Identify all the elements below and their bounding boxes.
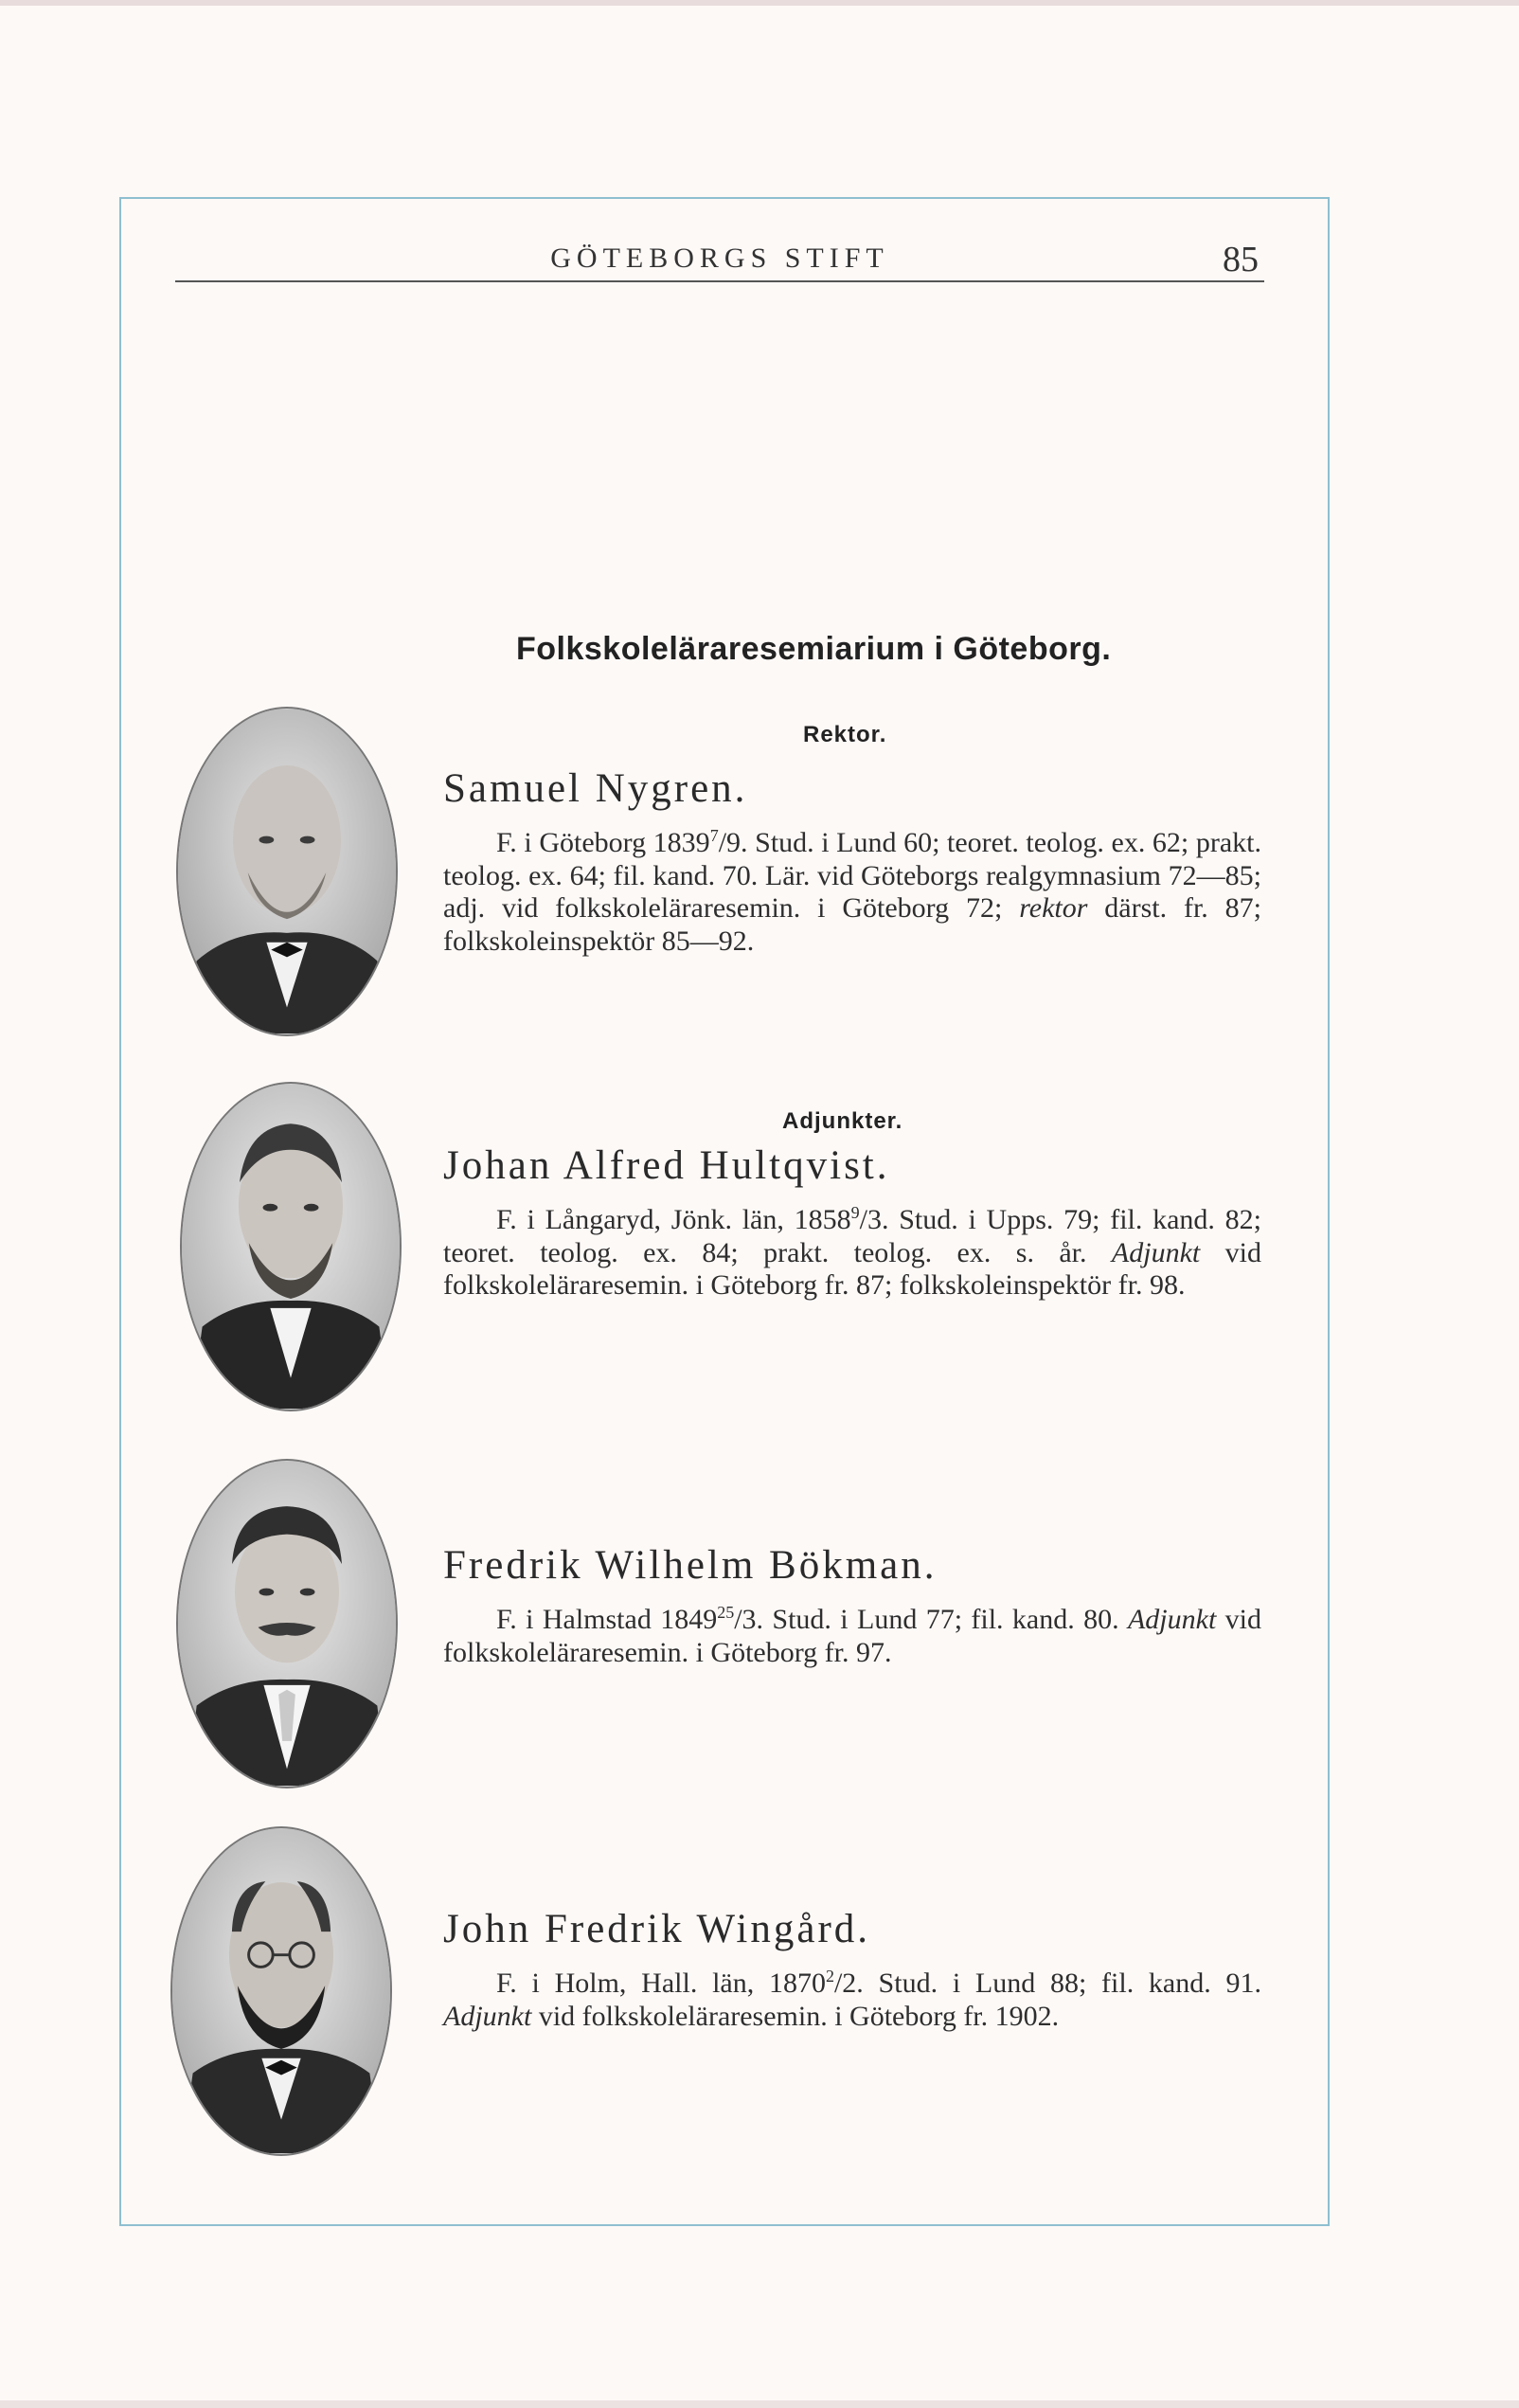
entry-name: Samuel Nygren. <box>443 766 748 811</box>
bio-text: F. i Halmstad 1849 <box>496 1604 718 1635</box>
running-title: GÖTEBORGS STIFT <box>550 243 889 274</box>
running-head <box>175 239 1264 282</box>
bio-date-sup: 9 <box>850 1203 860 1222</box>
portrait-bearded-man-image <box>182 1084 400 1410</box>
entry-samuel-nygren <box>443 765 1261 958</box>
portrait-bald-bearded-man-icon <box>176 707 398 1036</box>
entry-name: Fredrik Wilhelm Bökman. <box>443 1543 938 1588</box>
bio-text: F. i Göteborg 1839 <box>496 827 710 858</box>
portrait-man-with-glasses-image <box>172 1828 390 2154</box>
portrait-mustached-man-icon <box>176 1459 398 1788</box>
bio-date-rest: /2. <box>833 1968 864 1999</box>
bio-text: Stud. i Lund 60; teoret. teolog. ex. 62; prakt. teolog. ex. 64; fil. kand. 70. Lär. vid Göteborgs realgymnasium 72—85; adj. vid folkskoleläraresemin. i Göteborg 72; <box>443 827 1261 924</box>
entry-bio <box>443 1604 1261 1669</box>
entry-name: John Fredrik Wingård. <box>443 1907 871 1951</box>
entry-bio <box>443 827 1261 958</box>
bio-role: Adjunkt <box>1127 1604 1217 1635</box>
page-edge-top <box>0 0 1519 6</box>
bio-date-sup: 7 <box>709 826 719 845</box>
bio-date-rest: /3. <box>734 1604 764 1635</box>
portrait-bald-bearded-man-image <box>178 709 396 1034</box>
portrait-mustached-man-image <box>178 1461 396 1787</box>
bio-role: rektor <box>1019 892 1088 924</box>
entry-bio <box>443 1204 1261 1303</box>
bio-text: F. i Holm, Hall. län, 1870 <box>496 1968 826 1999</box>
adjunkter-heading: Adjunkter. <box>782 1108 903 1134</box>
portrait-man-with-glasses-icon <box>170 1826 392 2156</box>
entry-fredrik-wilhelm-bokman <box>443 1542 1261 1669</box>
bio-role: Adjunkt <box>443 2000 532 2032</box>
bio-text: vid folkskoleläraresemin. i Göteborg fr. 1902. <box>531 2000 1060 2032</box>
bio-text: Stud. i Lund 77; fil. kand. 80. <box>763 1604 1128 1635</box>
page-number: 85 <box>1223 240 1259 279</box>
bio-text: F. i Långaryd, Jönk. län, 1858 <box>496 1204 851 1235</box>
bio-date-sup: 25 <box>717 1603 735 1622</box>
bio-text: Stud. i Upps. 79; fil. kand. 82; teoret. teolog. ex. 84; prakt. teolog. ex. s. år. <box>443 1204 1261 1268</box>
bio-text: vid folkskoleläraresemin. i Göteborg fr. 87; folkskoleinspektör fr. 98. <box>443 1236 1261 1301</box>
entry-bio <box>443 1968 1261 2033</box>
bio-date-rest: /9. <box>718 827 748 858</box>
portrait-bearded-man-icon <box>180 1082 402 1411</box>
page-edge-bottom <box>0 2400 1519 2408</box>
section-title: Folkskoleläraresemiarium i Göteborg. <box>516 631 1112 667</box>
bio-date-rest: /3. <box>859 1204 889 1235</box>
bio-role: Adjunkt <box>1111 1236 1201 1268</box>
bio-text: Stud. i Lund 88; fil. kand. 91. <box>863 1968 1261 1999</box>
entry-john-fredrik-wingard <box>443 1906 1261 2033</box>
bio-date-sup: 2 <box>825 1967 834 1986</box>
entry-name: Johan Alfred Hultqvist. <box>443 1143 890 1188</box>
bio-text: vid folkskoleläraresemin. i Göteborg fr. 97. <box>443 1604 1261 1668</box>
entry-johan-alfred-hultqvist <box>443 1142 1261 1303</box>
rektor-heading: Rektor. <box>803 722 887 747</box>
bio-text: därst. fr. 87; folkskoleinspektör 85—92. <box>443 892 1261 957</box>
